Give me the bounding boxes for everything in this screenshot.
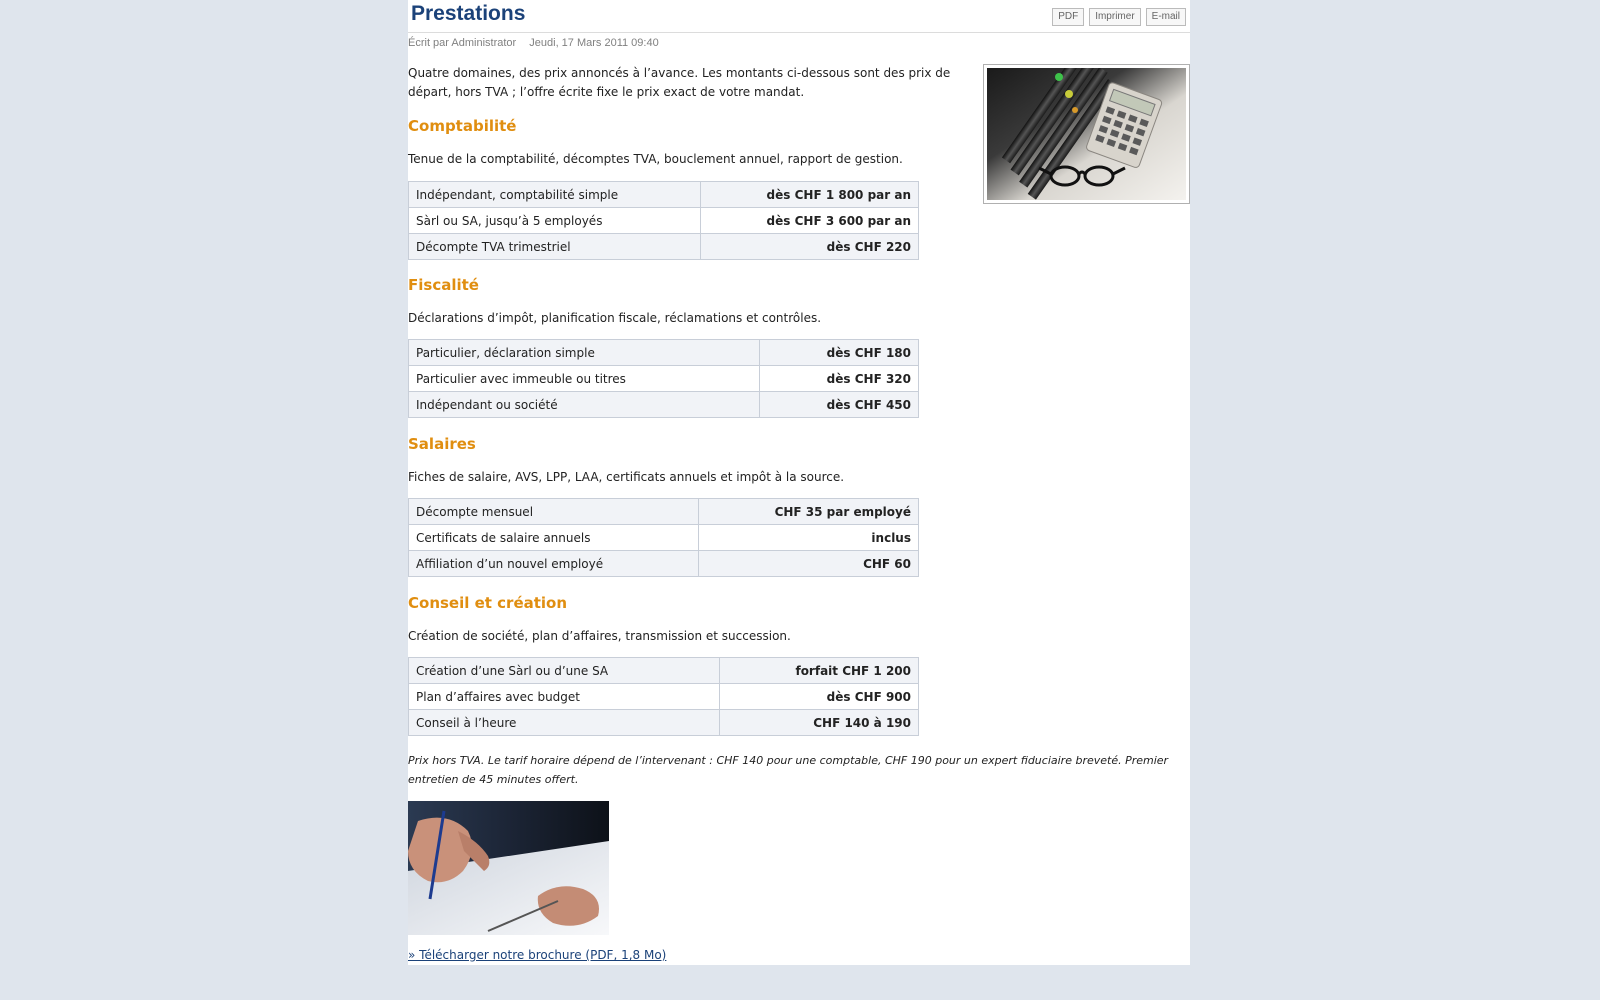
table-row (409, 525, 919, 551)
signing-photo (408, 801, 609, 935)
service-label: Décompte mensuel (409, 499, 699, 525)
service-label: Affiliation d’un nouvel employé (409, 551, 699, 577)
print-button[interactable]: Imprimer (1089, 8, 1140, 26)
table-row (409, 499, 919, 525)
intro-paragraph: Quatre domaines, des prix annoncés à l’avance. Les montants ci-dessous sont des prix de départ, hors TVA ; l’offre écrite fixe le prix exact de votre mandat. (408, 66, 951, 99)
section-description: Déclarations d’impôt, planification fiscale, réclamations et contrôles. (408, 311, 822, 325)
title-divider (408, 32, 1190, 33)
page-title: Prestations (411, 2, 526, 25)
table-row (409, 340, 919, 366)
service-price: CHF 140 à 190 (720, 710, 919, 736)
service-price: dès CHF 180 (760, 340, 919, 366)
calculator-photo (983, 64, 1190, 204)
service-label: Conseil à l’heure (409, 710, 720, 736)
service-price: CHF 35 par employé (699, 499, 919, 525)
price-table-salaires (408, 498, 919, 577)
table-row (409, 208, 919, 234)
service-price: inclus (699, 525, 919, 551)
table-row (409, 392, 919, 418)
service-price: dès CHF 900 (720, 684, 919, 710)
price-note: Prix hors TVA. Le tarif horaire dépend de l’intervenant : CHF 140 pour une comptable, CHF 190 pour un expert fiduciaire breveté. Premier entretien de 45 minutes offert. (408, 754, 1169, 786)
author: Écrit par Administrator (408, 37, 517, 49)
table-row (409, 182, 919, 208)
section-heading-conseil: Conseil et création (408, 594, 568, 612)
price-table-conseil (408, 657, 919, 736)
price-table-fiscalite (408, 339, 919, 418)
article (408, 0, 1190, 965)
section-heading-fiscalite: Fiscalité (408, 276, 479, 294)
service-price: CHF 60 (699, 551, 919, 577)
service-price: dès CHF 220 (701, 234, 919, 260)
email-button[interactable]: E-mail (1146, 8, 1186, 26)
table-row (409, 658, 919, 684)
service-price: dès CHF 450 (760, 392, 919, 418)
hand-signing-image (408, 801, 609, 935)
service-label: Particulier avec immeuble ou titres (409, 366, 760, 392)
service-price: dès CHF 320 (760, 366, 919, 392)
publish-date: Jeudi, 17 Mars 2011 09:40 (529, 37, 659, 49)
section-description: Tenue de la comptabilité, décomptes TVA, bouclement annuel, rapport de gestion. (408, 152, 903, 166)
table-row (409, 234, 919, 260)
table-row (409, 551, 919, 577)
table-row (409, 684, 919, 710)
service-price: dès CHF 1 800 par an (701, 182, 919, 208)
service-label: Plan d’affaires avec budget (409, 684, 720, 710)
service-label: Sàrl ou SA, jusqu’à 5 employés (409, 208, 701, 234)
section-description: Fiches de salaire, AVS, LPP, LAA, certificats annuels et impôt à la source. (408, 470, 845, 484)
pdf-button[interactable]: PDF (1052, 8, 1084, 26)
service-price: forfait CHF 1 200 (720, 658, 919, 684)
service-label: Création d’une Sàrl ou d’une SA (409, 658, 720, 684)
service-price: dès CHF 3 600 par an (701, 208, 919, 234)
article-meta (408, 37, 659, 49)
service-label: Indépendant ou société (409, 392, 760, 418)
service-label: Certificats de salaire annuels (409, 525, 699, 551)
calculator-glasses-image (987, 68, 1186, 200)
table-row (409, 710, 919, 736)
section-heading-salaires: Salaires (408, 435, 476, 453)
service-label: Particulier, déclaration simple (409, 340, 760, 366)
service-label: Décompte TVA trimestriel (409, 234, 701, 260)
section-heading-comptabilite: Comptabilité (408, 117, 517, 135)
download-brochure-link[interactable]: » Télécharger notre brochure (PDF, 1,8 Mo) (408, 948, 667, 962)
table-row (409, 366, 919, 392)
service-label: Indépendant, comptabilité simple (409, 182, 701, 208)
section-description: Création de société, plan d’affaires, transmission et succession. (408, 629, 791, 643)
article-tools (1052, 8, 1186, 26)
price-table-comptabilite (408, 181, 919, 260)
